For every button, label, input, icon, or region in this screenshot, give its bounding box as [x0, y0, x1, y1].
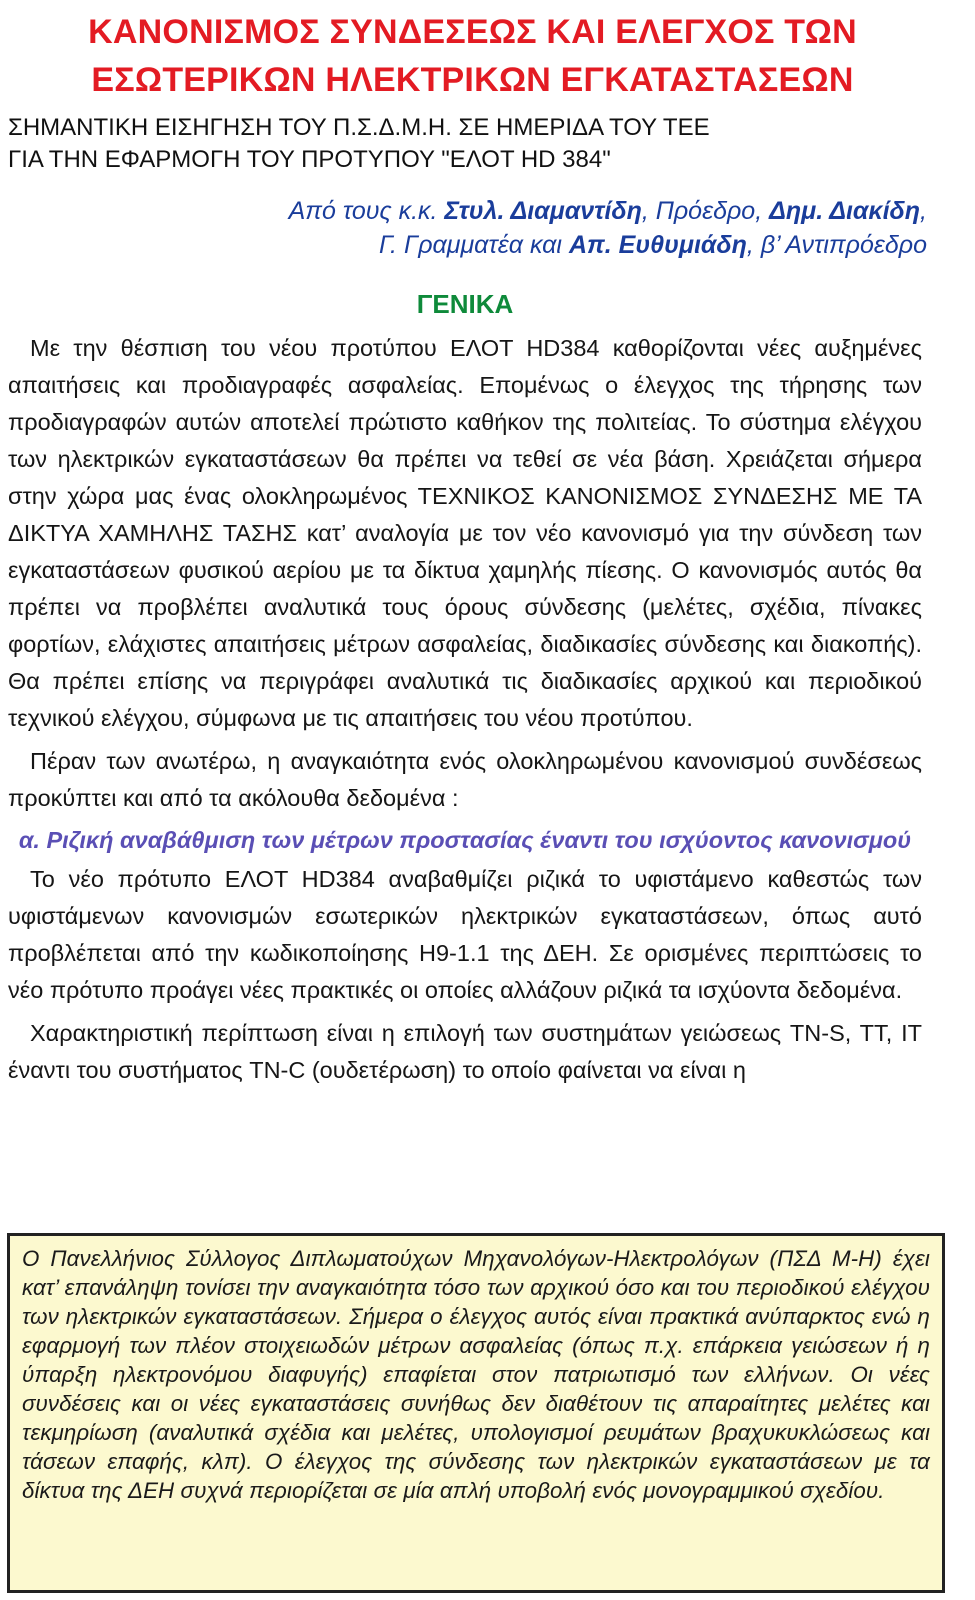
author-byline-line-2	[289, 228, 927, 262]
article-title-line-2: ΕΣΩΤΕΡΙΚΩΝ ΗΛΕΚΤΡΙΚΩΝ ΕΓΚΑΤΑΣΤΑΣΕΩΝ	[91, 61, 854, 99]
author-name-2: Δημ. Διακίδη	[769, 197, 921, 225]
article-title	[0, 8, 945, 104]
article-subtitle-line-1: ΣΗΜΑΝΤΙΚΗ ΕΙΣΗΓΗΣΗ ΤΟΥ Π.Σ.Δ.Μ.Η. ΣΕ ΗΜΕΡΙΔΑ ΤΟΥ ΤΕΕ	[8, 114, 710, 141]
author-separator: ,	[920, 197, 927, 225]
article-subtitle	[8, 112, 908, 176]
section-heading: ΓΕΝΙΚΑ	[416, 289, 514, 319]
paragraph-1: Με την θέσπιση του νέου προτύπου ΕΛΟΤ HD384 καθορίζονται νέες αυξημένες απαιτήσεις και προδιαγραφές ασφαλείας. Επομένως ο έλεγχος της τήρησης των προδιαγραφών αυτών αποτελεί πρώτιστο καθήκον της πολιτείας. Το σύστημα ελέγχου των ηλεκτρικών εγκαταστάσεων θα πρέπει να τεθεί σε νέα βάση. Χρειάζεται σήμερα στην χώρα μας ένας ολοκληρωμένος ΤΕΧΝΙΚΟΣ ΚΑΝΟΝΙΣΜΟΣ ΣΥΝΔΕΣΗΣ ΜΕ ΤΑ ΔΙΚΤΥΑ ΧΑΜΗΛΗΣ ΤΑΣΗΣ κατ’ αναλογία με τον νέο κανονισμό για την σύνδεση των εγκαταστάσεων φυσικού αερίου με τα δίκτυα χαμηλής πίεσης. Ο κανονισμός αυτός θα πρέπει να προβλέπει αναλυτικά τους όρους σύνδεσης (μελέτες, σχέδια, πίνακες φορτίων, ελάχιστες απαιτήσεις μέτρων ασφαλείας, διαδικασίες σύνδεσης και διακοπής). Θα πρέπει επίσης να περιγράφει αναλυτικά τις διαδικασίες αρχικού και περιοδικού τεχνικού ελέγχου, σύμφωνα με τις απαιτήσεις του νέου προτύπου.	[8, 335, 922, 731]
paragraph-3: Το νέο πρότυπο ΕΛΟΤ HD384 αναβαθμίζει ριζικά το υφιστάμενο καθεστώς των υφιστάμενων κανονισμών εσωτερικών ηλεκτρικών εγκαταστάσεων, όπως αυτό προβλέπεται από την κωδικοποίησης Η9-1.1 της ΔΕΗ. Σε ορισμένες περιπτώσεις το νέο πρότυπο προάγει νέες πρακτικές οι οποίες αλλάζουν ριζικά τα ισχύοντα δεδομένα.	[8, 866, 922, 1003]
paragraph-4: Χαρακτηριστική περίπτωση είναι η επιλογή των συστημάτων γειώσεως TN-S, TT, IT έναντι του συστήματος TN-C (ουδετέρωση) το οποίο φαίνεται να είναι η	[8, 1020, 922, 1083]
subsection-heading: α. Ριζική αναβάθμιση των μέτρων προστασίας έναντι του ισχύοντος κανονισμού	[18, 827, 912, 853]
author-byline-line-1	[289, 194, 927, 228]
article-body	[8, 330, 922, 1095]
paragraph-2: Πέραν των ανωτέρω, η αναγκαιότητα ενός ολοκληρωμένου κανονισμού συνδέσεως προκύπτει και από τα ακόλουθα δεδομένα :	[8, 748, 922, 811]
author-byline	[289, 194, 927, 262]
author-role-1: , Πρόεδρο,	[641, 197, 770, 225]
note-box-text: Ο Πανελλήνιος Σύλλογος Διπλωματούχων Μηχανολόγων-Ηλεκτρολόγων (ΠΣΔ Μ-Η) έχει κατ’ επανάληψη τονίσει την αναγκαιότητα τόσο των αρχικού όσο και του περιοδικού ελέγχου των ηλεκτρικών εγκαταστάσεων. Σήμερα ο έλεγχος αυτός είναι πρακτικά ανύπαρκτος ενώ η εφαρμογή των πλέον στοιχειωδών μέτρων ασφαλείας (όπως π.χ. επάρκεια γειώσεων ή η ύπαρξη ηλεκτρονόμου διαφυγής) επαφίεται στον πατριωτισμό των ελλήνων. Οι νέες συνδέσεις και οι νέες εγκαταστάσεις συνήθως δεν διαθέτουν τις απαραίτητες μελέτες και τεκμηρίωση (αναλυτικά σχέδια και μελέτες, υπολογισμοί ρευμάτων βραχυκυκλώσεως και τάσεων επαφής, κλπ). Ο έλεγχος της σύνδεσης των ηλεκτρικών εγκαταστάσεων με τα δίκτυα της ΔΕΗ συχνά περιορίζεται σε μία απλή υποβολή ενός μονογραμμικού σχεδίου.	[22, 1246, 930, 1503]
article-title-line-1: ΚΑΝΟΝΙΣΜΟΣ ΣΥΝΔΕΣΕΩΣ ΚΑΙ ΕΛΕΓΧΟΣ ΤΩΝ	[88, 13, 857, 51]
author-role-3: , β’ Αντιπρόεδρο	[746, 231, 927, 259]
author-name-3: Απ. Ευθυμιάδη	[568, 231, 747, 259]
highlight-note-box	[7, 1233, 945, 1593]
article-subtitle-line-2: ΓΙΑ ΤΗΝ ΕΦΑΡΜΟΓΗ ΤΟΥ ΠΡΟΤΥΠΟΥ "ΕΛΟΤ HD 384"	[8, 146, 611, 173]
byline-prefix: Από τους κ.κ.	[288, 197, 445, 225]
author-role-2: Γ. Γραμματέα και	[379, 231, 569, 259]
author-name-1: Στυλ. Διαμαντίδη	[444, 197, 642, 225]
